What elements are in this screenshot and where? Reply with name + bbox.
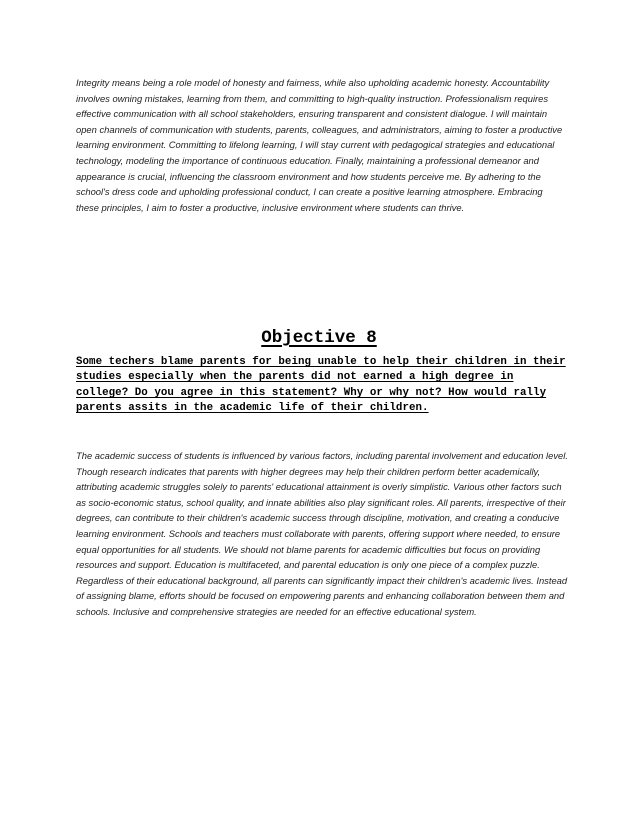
- section-heading: Objective 8: [261, 328, 377, 348]
- objective-question: Some techers blame parents for being unable to help their children in their studies especially when the parents did not earned a high degree in college? Do you agree in this statement? Why or why not? How would rally parents assits in the academic life of their children.: [76, 356, 566, 415]
- answer-paragraph: The academic success of students is influenced by various factors, including parental involvement and education level. Though research indicates that parents with higher degrees may help their children perform better academically, attributing academic struggles solely to parents' educational attainment is overly simplistic. Various other factors such as socio-economic status, school quality, and innate abilities also play significant roles. All parents, irrespective of their degrees, can contribute to their children's academic success through discipline, motivation, and creating a conducive learning environment. Schools and teachers must collaborate with parents, offering support where needed, to ensure equal opportunities for all students. We should not blame parents for academic difficulties but focus on providing resources and support. Education is multifaceted, and parental education is only one piece of a complex puzzle. Regardless of their educational background, all parents can significantly impact their children's academic lives. Instead of assigning blame, efforts should be focused on empowering parents and enhancing collaboration between them and schools. Inclusive and comprehensive strategies are needed for an effective educational system.: [76, 450, 568, 617]
- section-heading-wrapper: [0, 327, 638, 349]
- intro-paragraph: Integrity means being a role model of honesty and fairness, while also upholding academic honesty. Accountability involves owning mistakes, learning from them, and committing to high-quality instruction. Professionalism requires effective communication with all school stakeholders, ensuring transparent and consistent dialogue. I will maintain open channels of communication with students, parents, colleagues, and administrators, aiming to foster a productive learning environment. Committing to lifelong learning, I will stay current with pedagogical strategies and educational technology, modeling the importance of continuous education. Finally, maintaining a professional demeanor and appearance is crucial, influencing the classroom environment and how students perceive me. By adhering to the school's dress code and upholding professional conduct, I can create a positive learning atmosphere. Embracing these principles, I aim to foster a productive, inclusive environment where students can thrive.: [76, 77, 563, 213]
